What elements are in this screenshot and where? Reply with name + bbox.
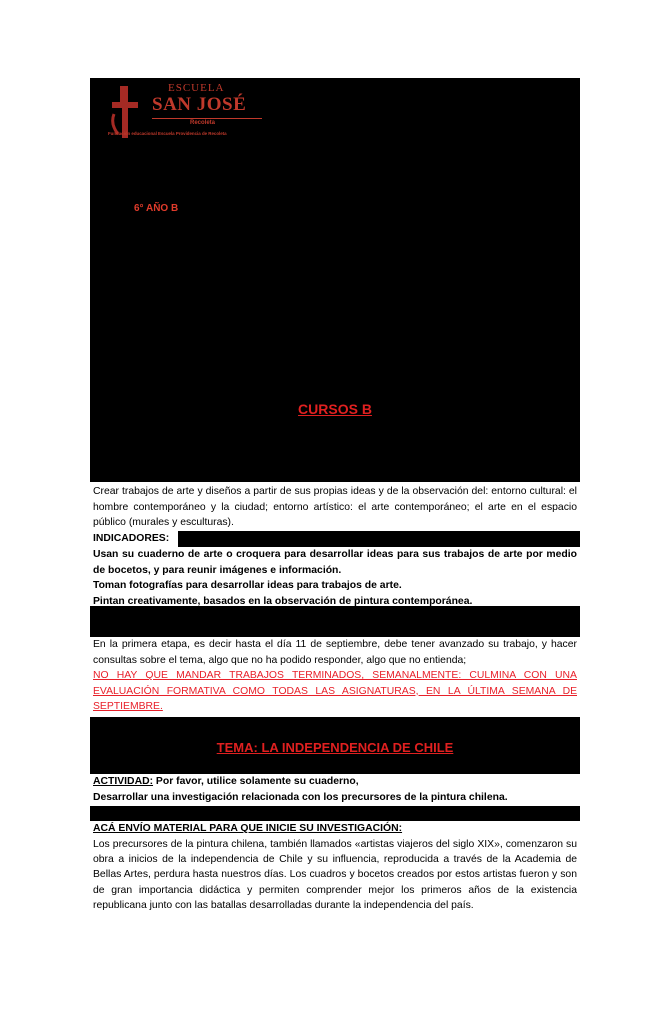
indicators-band [175, 531, 580, 547]
grade-label: 6° AÑO B [134, 203, 179, 214]
indicators-heading-text: INDICADORES: [93, 533, 170, 544]
indicator-item: Toman fotografías para desarrollar ideas para trabajos de arte. [93, 580, 402, 591]
logo-line-4: Fundación educacional Escuela Providencia de Recoleta [108, 131, 227, 136]
document-page [90, 78, 580, 930]
black-gap-block [90, 806, 580, 821]
logo-line-1: ESCUELA [168, 82, 225, 94]
stage-note: En la primera etapa, es decir hasta el día 11 de septiembre, debe tener avanzado su trabajo, y hacer consultas sobre el tema, algo que no ha podido responder, algo que no entienda; [93, 639, 577, 666]
indicators-list [93, 547, 577, 609]
logo-line-2: SAN JOSÉ [152, 94, 247, 115]
objective-paragraph: Crear trabajos de arte y diseños a partir de sus propias ideas y de la observación del: entorno cultural: el hombre contemporáneo y la ciudad; entorno artístico: el arte contemporáneo; el arte en el espacio público (murales y esculturas). [93, 486, 577, 528]
logo-line-3: Recoleta [190, 120, 216, 126]
logo-divider [152, 118, 262, 119]
black-middle-block [90, 606, 580, 637]
material-heading: ACÁ ENVÍO MATERIAL PARA QUE INICIE SU INVESTIGACIÓN: [93, 823, 403, 834]
indicator-item: Usan su cuaderno de arte o croquera para desarrollar ideas para sus trabajos de arte por medio de bocetos, y para reunir imágenes e información. [93, 549, 577, 576]
topic-title: TEMA: LA INDEPENDENCIA DE CHILE [216, 740, 454, 755]
indicators-heading [90, 531, 178, 547]
activity-line-2: Desarrollar una investigación relacionada con los precursores de la pintura chilena. [93, 792, 508, 803]
school-logo [108, 80, 288, 144]
material-paragraph: Los precursores de la pintura chilena, también llamados «artistas viajeros del siglo XIX», comenzaron su obra a inicios de la independencia de Chile y su influencia, reproducida a través de la Academia de Bellas Artes, perdura hasta nuestros días. Los cuadros y bocetos creados por estos artistas fueron y son de gran importancia didáctica y permiten comprender mejor los primeros años de la existencia republicana junto con las batallas desarrolladas durante la independencia del país. [93, 839, 577, 911]
activity-label: ACTIVIDAD: [93, 776, 154, 787]
activity-text: Por favor, utilice solamente su cuaderno, [153, 776, 359, 787]
warning-text: NO HAY QUE MANDAR TRABAJOS TERMINADOS, SEMANALMENTE: CULMINA CON UNA EVALUACIÓN FORMATIVA COMO TODAS LAS ASIGNATURAS, EN LA ÚLTIMA SEMANA DE SEPTIEMBRE. [93, 670, 577, 712]
activity-line [93, 774, 359, 790]
indicator-item: Pintan creativamente, basados en la observación de pintura contemporánea. [93, 595, 473, 607]
course-title: CURSOS B [298, 401, 372, 417]
